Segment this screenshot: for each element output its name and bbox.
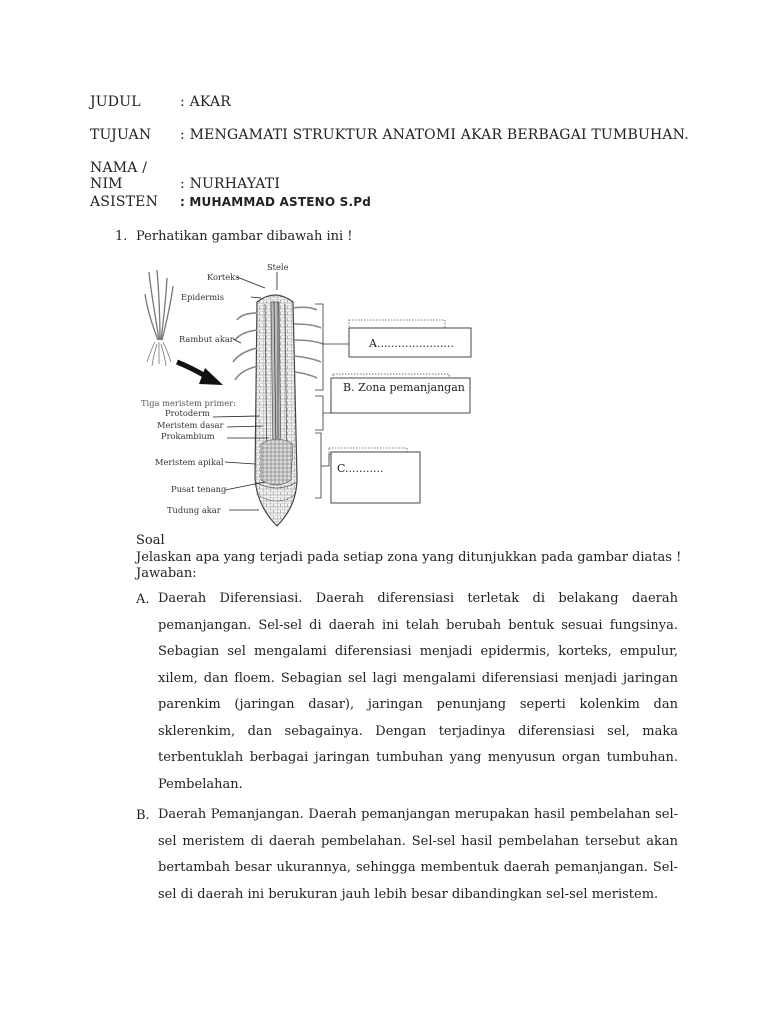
nama-value: : NURHAYATI — [180, 176, 281, 192]
label-meristem-dasar: Meristem dasar — [157, 420, 224, 430]
label-epidermis: Epidermis — [181, 292, 224, 302]
answer-list — [136, 592, 678, 908]
zone-c-box — [331, 452, 420, 503]
asisten-value: : MUHAMMAD ASTENO S.Pd — [180, 195, 372, 209]
judul-value: : AKAR — [180, 94, 232, 110]
tujuan-value: : MENGAMATI STRUKTUR ANATOMI AKAR BERBAGAI TUMBUHAN. — [180, 127, 689, 143]
zone-a-text: A...................... — [369, 337, 454, 350]
label-rambut-akar: Rambut akar — [179, 334, 234, 344]
zone-c-text: C........... — [337, 462, 384, 475]
question-text: Perhatikan gambar dibawah ini ! — [136, 229, 353, 244]
root-diagram — [137, 258, 477, 538]
label-protoderm: Protoderm — [165, 408, 210, 418]
label-prokambium: Prokambium — [161, 431, 215, 441]
label-stele: Stele — [267, 262, 289, 272]
root-anatomy-figure — [137, 258, 477, 538]
label-pusat-tenang: Pusat tenang — [171, 484, 227, 494]
asisten-label: ASISTEN — [90, 194, 159, 210]
answer-item — [136, 808, 678, 908]
judul-label: JUDUL — [90, 94, 141, 110]
header-nama — [90, 160, 280, 192]
label-meristem-apikal: Meristem apikal — [155, 457, 224, 467]
arrow-icon — [199, 368, 223, 385]
zone-b-text: B. Zona pemanjangan — [343, 381, 465, 394]
question-number: 1. — [115, 229, 128, 244]
label-tiga-meristem: Tiga meristem primer: — [141, 398, 236, 408]
answer-text: Daerah Diferensiasi. Daerah diferensiasi terletak di belakang daerah pemanjangan. Sel-sel di daerah ini telah berubah bentuk sesuai fungsinya. Sebagian sel mengalami diferensiasi menjadi epidermis, korteks, empulur, xilem, dan floem. Sebagian sel lagi mengalami diferensiasi menjadi jaringan parenkim (jaringan dasar), jaringan penunjang seperti kolenkim dan sklerenkim, dan sebagainya. Dengan terjadinya diferensiasi sel, maka terbentuklah berbagai jaringan tumbuhan yang menyusun organ tumbuhan. Pembelahan. — [158, 591, 678, 792]
soal-section — [136, 533, 681, 583]
label-korteks: Korteks — [207, 272, 240, 282]
label-tudung-akar: Tudung akar — [167, 505, 221, 515]
answer-letter: B. — [136, 808, 150, 823]
answer-letter: A. — [136, 592, 150, 607]
question-1 — [115, 229, 353, 244]
header-asisten — [90, 194, 371, 210]
answer-item — [136, 592, 678, 798]
answer-text: Daerah Pemanjangan. Daerah pemanjangan merupakan hasil pembelahan sel-sel meristem di daerah pembelahan. Sel-sel hasil pembelahan tersebut akan bertambah besar ukurannya, sehingga membentuk daerah pemanjangan. Sel-sel di daerah ini berukuran jauh lebih besar dibandingkan sel-sel meristem. — [158, 807, 678, 902]
header-tujuan — [90, 127, 689, 143]
seedling-icon — [145, 270, 173, 366]
soal-question: Jelaskan apa yang terjadi pada setiap zona yang ditunjukkan pada gambar diatas ! — [136, 549, 682, 565]
root-body — [255, 295, 297, 526]
jawaban-label: Jawaban: — [136, 566, 197, 581]
nama-label: NAMA / NIM — [90, 160, 148, 192]
header-judul — [90, 94, 231, 110]
soal-title: Soal — [136, 533, 165, 548]
tujuan-label: TUJUAN — [90, 127, 152, 143]
